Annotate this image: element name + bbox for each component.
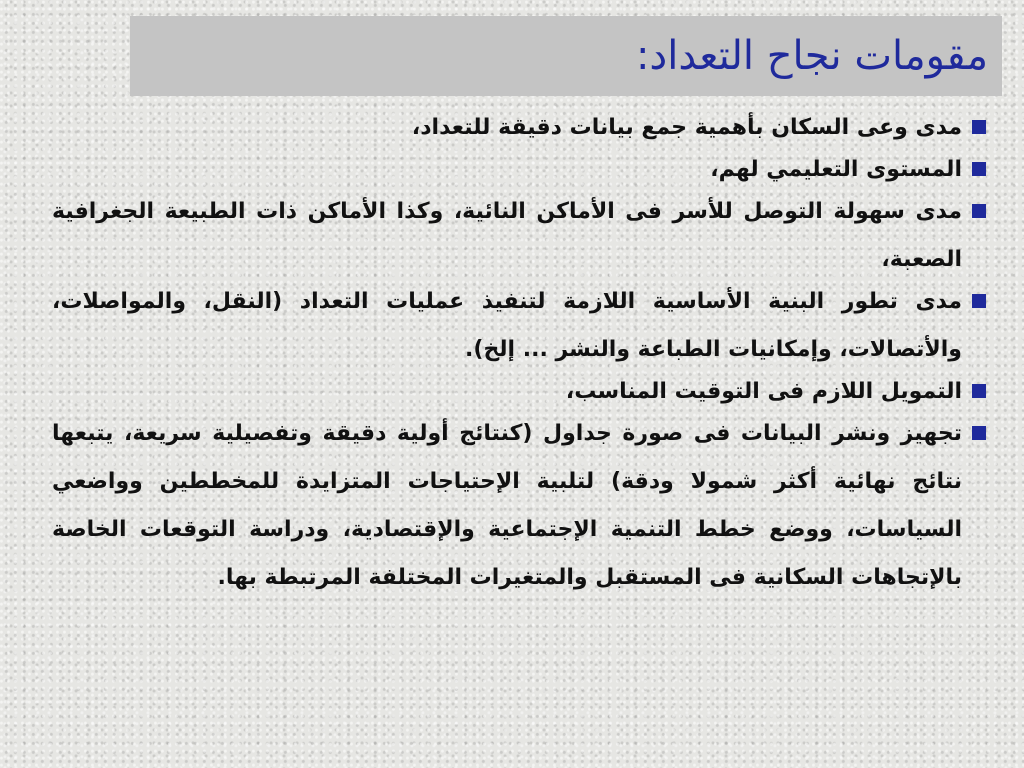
slide-title: مقومات نجاح التعداد:: [635, 33, 988, 79]
title-bar: [130, 16, 1002, 96]
bullet-text: مدى وعى السكان بأهمية جمع بيانات دقيقة للتعداد،: [411, 115, 962, 140]
list-item: [52, 290, 986, 374]
square-bullet-icon: [972, 120, 986, 134]
bullet-text: تجهيز ونشر البيانات فى صورة جداول (كنتائج أولية دقيقة وتفصيلية سريعة، يتبعها نتائج نهائية أكثر شمولا ودقة) لتلبية الإحتياجات المتزايدة للمخططين وواضعي السياسات، ووضع خطط التنمية الإجتماعية والإقتصادية، ودراسة التوقعات الخاصة بالإتجاهات السكانية فى المستقبل والمتغيرات المختلفة المرتبطة بها.: [52, 421, 962, 590]
square-bullet-icon: [972, 384, 986, 398]
bullet-text: المستوى التعليمي لهم،: [710, 157, 962, 182]
list-item: [52, 422, 986, 602]
square-bullet-icon: [972, 204, 986, 218]
list-item: [52, 200, 986, 284]
bullet-text: مدى تطور البنية الأساسية اللازمة لتنفيذ عمليات التعداد (النقل، والمواصلات، والأتصالات، وإمكانيات الطباعة والنشر ... إلخ).: [52, 289, 962, 362]
square-bullet-icon: [972, 426, 986, 440]
square-bullet-icon: [972, 294, 986, 308]
square-bullet-icon: [972, 162, 986, 176]
bullet-text: مدى سهولة التوصل للأسر فى الأماكن النائية، وكذا الأماكن ذات الطبيعة الجغرافية الصعبة،: [52, 199, 962, 272]
bullet-list: [52, 116, 986, 608]
bullet-text: التمويل اللازم فى التوقيت المناسب،: [565, 379, 962, 404]
